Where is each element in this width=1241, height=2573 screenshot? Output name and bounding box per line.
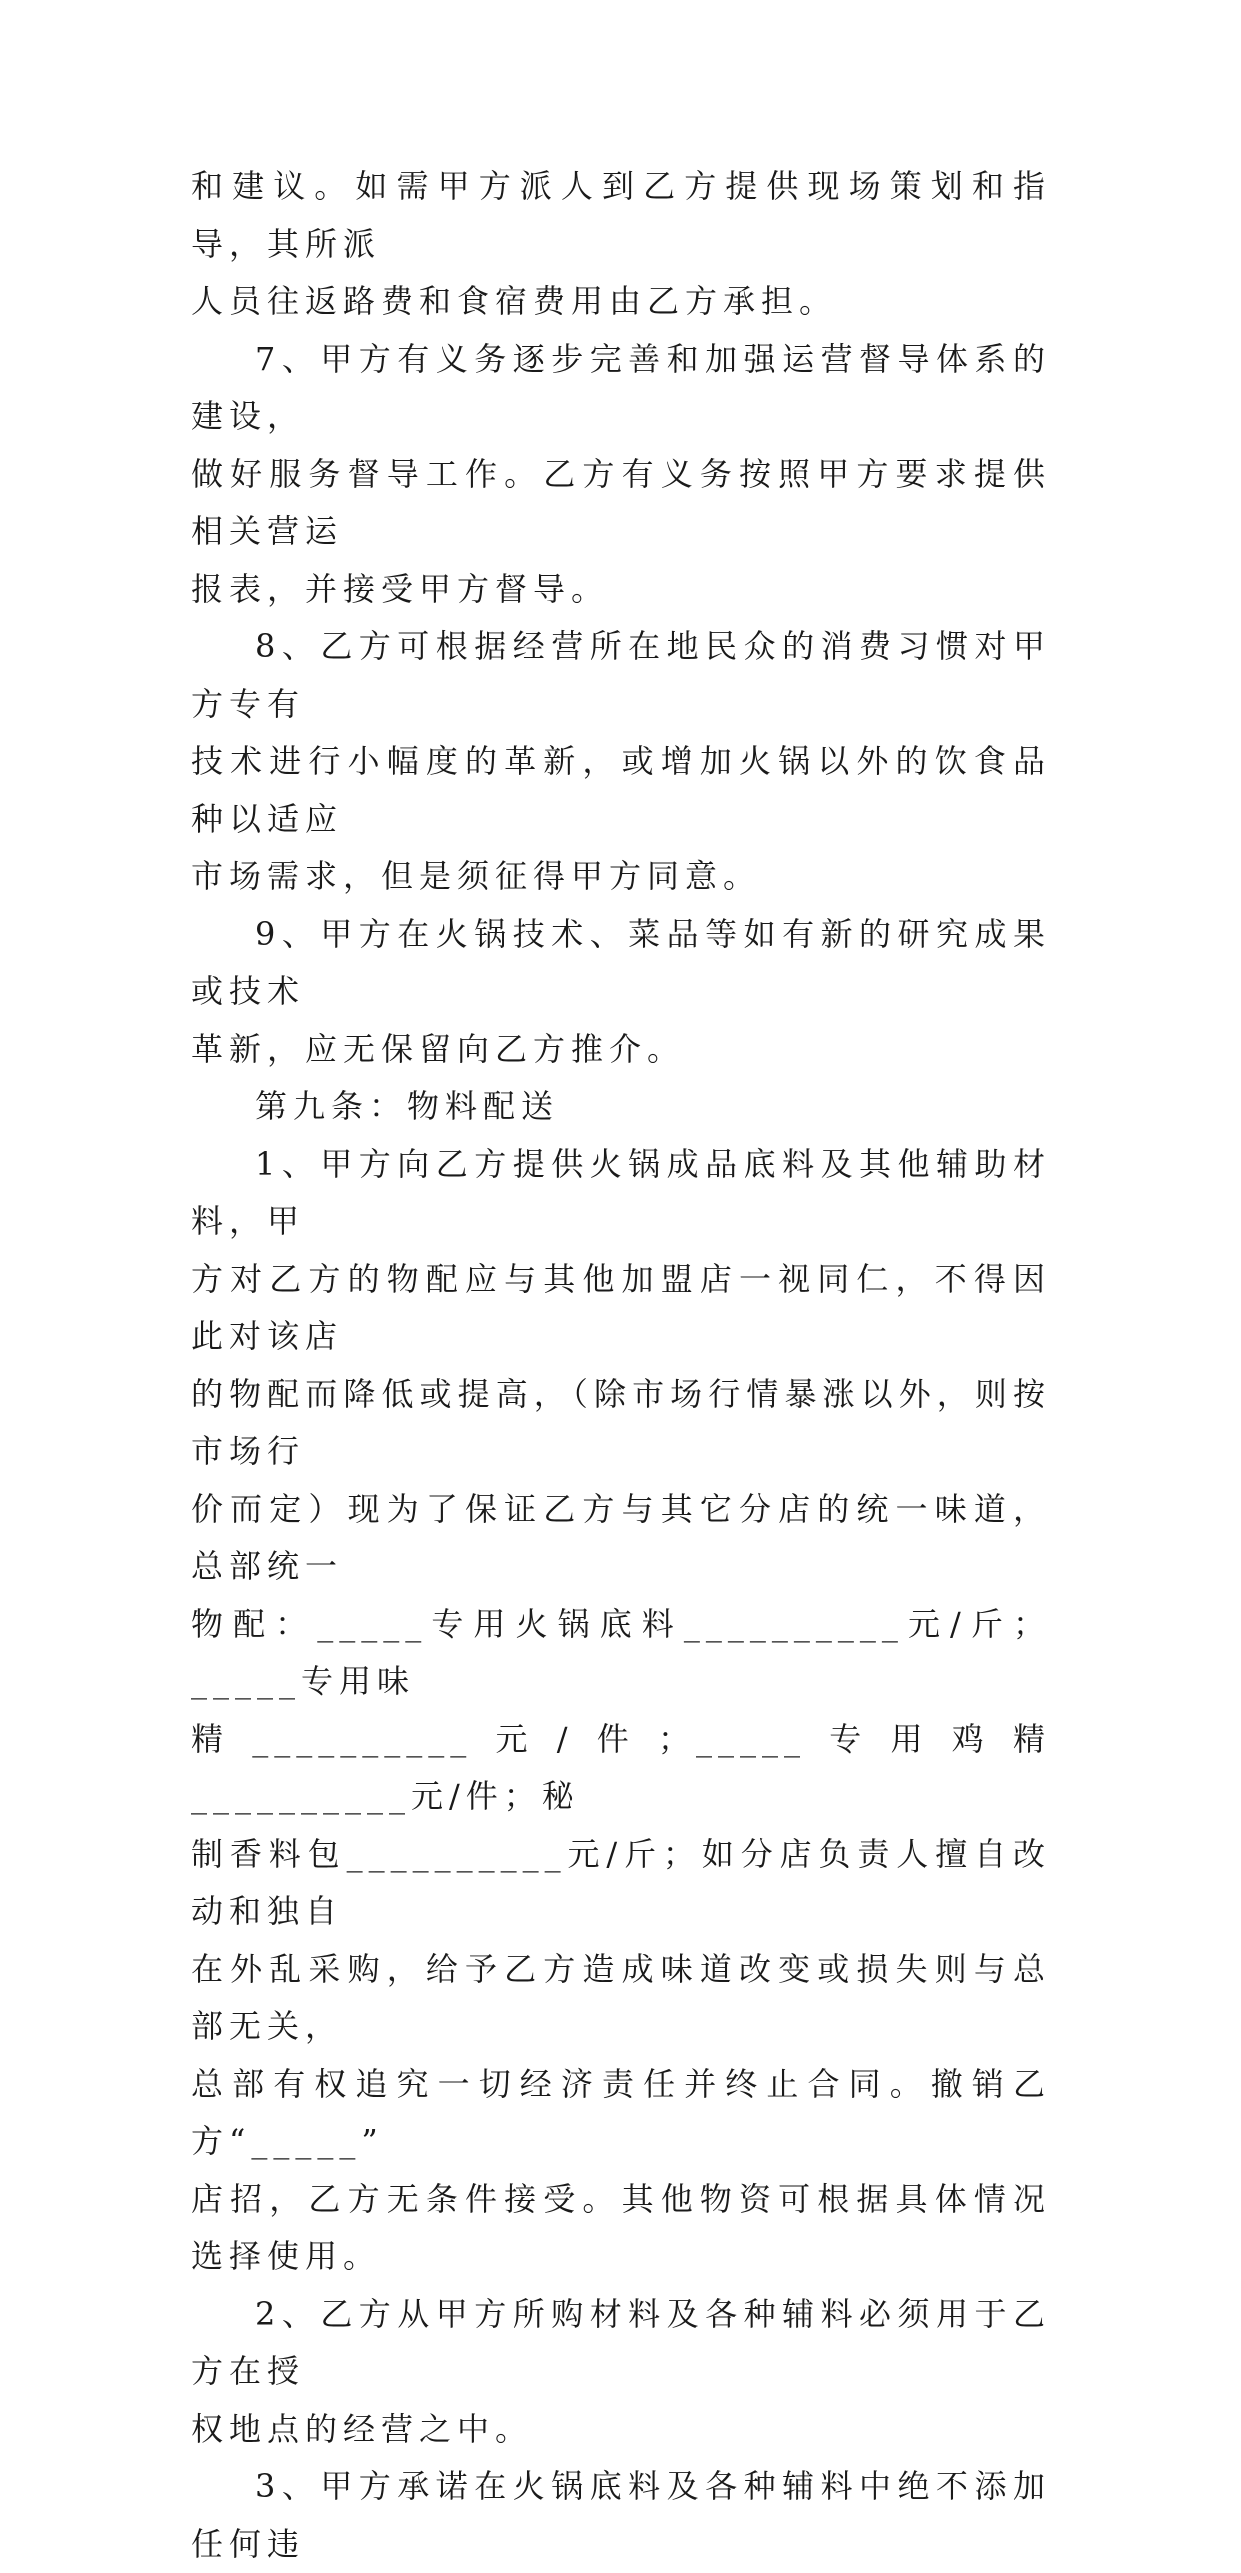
text-line: 精__________元/件；_____专用鸡精__________元/件；秘 <box>191 1719 1051 1815</box>
text-line: 2、乙方从甲方所购材料及各种辅料必须用于乙方在授 <box>191 2294 1051 2390</box>
document-body <box>191 158 1051 2573</box>
text-line: 物配：_____专用火锅底料__________元/斤；_____专用味 <box>191 1604 1051 1700</box>
text-line: 在外乱采购，给予乙方造成味道改变或损失则与总部无关， <box>191 1949 1051 2045</box>
text-line: 价而定）现为了保证乙方与其它分店的统一味道，总部统一 <box>191 1489 1051 1585</box>
text-line: 人员往返路费和食宿费用由乙方承担。 <box>191 282 838 320</box>
text-line: 总部有权追究一切经济责任并终止合同。撤销乙方“_____” <box>191 2064 1051 2160</box>
text-line: 制香料包__________元/斤；如分店负责人擅自改动和独自 <box>191 1834 1051 1930</box>
text-line: 1、甲方向乙方提供火锅成品底料及其他辅助材料，甲 <box>191 1144 1051 1240</box>
text-line: 市场需求，但是须征得甲方同意。 <box>191 857 762 895</box>
text-line: 3、甲方承诺在火锅底料及各种辅料中绝不添加任何违 <box>191 2467 1051 2563</box>
text-line: 的物配而降低或提高，（除市场行情暴涨以外，则按市场行 <box>191 1374 1051 1470</box>
text-line: 7、甲方有义务逐步完善和加强运营督导体系的建设， <box>191 339 1051 435</box>
text-line: 店招，乙方无条件接受。其他物资可根据具体情况选择使用。 <box>191 2179 1051 2275</box>
text-line: 9、甲方在火锅技术、菜品等如有新的研究成果或技术 <box>191 914 1051 1010</box>
text-line: 8、乙方可根据经营所在地民众的消费习惯对甲方专有 <box>191 627 1051 723</box>
text-line: 革新，应无保留向乙方推介。 <box>191 1029 686 1068</box>
text-line: 和建议。如需甲方派人到乙方提供现场策划和指导，其所派 <box>191 167 1051 263</box>
text-line: 报表，并接受甲方督导。 <box>191 569 610 608</box>
text-line: 方对乙方的物配应与其他加盟店一视同仁，不得因此对该店 <box>191 1259 1051 1355</box>
text-line: 做好服务督导工作。乙方有义务按照甲方要求提供相关营运 <box>191 454 1051 550</box>
text-line: 技术进行小幅度的革新，或增加火锅以外的饮食品种以适应 <box>191 742 1051 838</box>
section-heading: 第九条：物料配送 <box>255 1087 560 1125</box>
text-line: 权地点的经营之中。 <box>191 2409 534 2448</box>
